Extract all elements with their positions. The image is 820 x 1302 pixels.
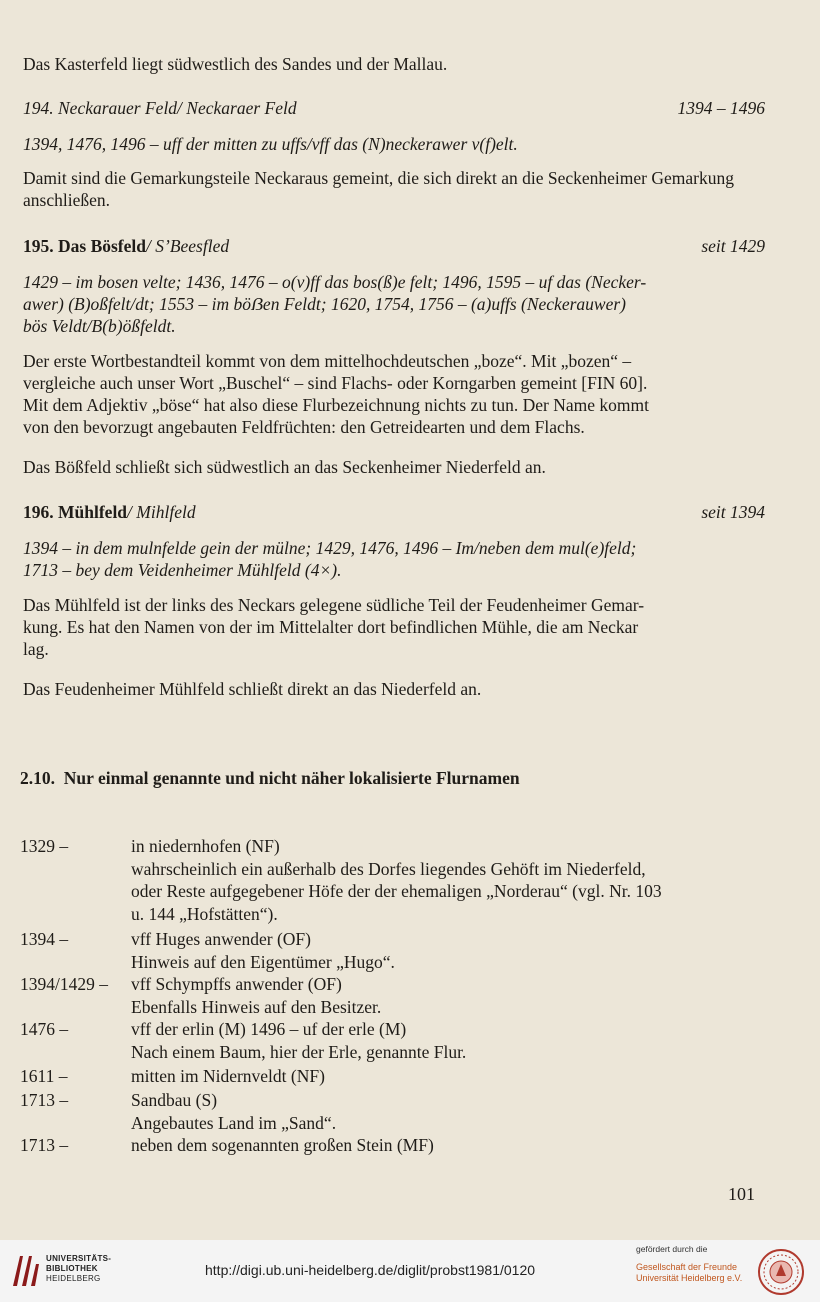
entry-195-citation (23, 271, 765, 337)
name-entry-line: vff Huges anwender (OF) (131, 929, 311, 949)
paragraph-line: Das Mühlfeld ist der links des Neckars gelegene südliche Teil der Feudenheimer Gemar- (23, 595, 645, 615)
university-library-name[interactable] (46, 1254, 111, 1284)
entry-195-variant: / S’Beesfled (146, 236, 230, 256)
permalink-url[interactable]: http://digi.ub.uni-heidelberg.de/diglit/probst1981/0120 (205, 1262, 536, 1278)
name-entry-line: Sandbau (S) (131, 1090, 218, 1110)
name-entry-date: 1329 – (20, 836, 69, 856)
name-entry-line: Angebautes Land im „Sand“. (131, 1112, 337, 1133)
name-entry-text (131, 928, 767, 973)
name-entry-date: 1394/1429 – (20, 974, 108, 994)
entry-194-paragraph: Damit sind die Gemarkungsteile Neckaraus gemeint, die sich direkt an die Seckenheimer Gemarkung anschließen. (23, 168, 734, 210)
name-entry-date: 1713 – (20, 1090, 69, 1110)
name-entry-line: Nach einem Baum, hier der Erle, genannte Flur. (131, 1041, 467, 1062)
library-line: BIBLIOTHEK (46, 1264, 98, 1273)
name-entry-line: Ebenfalls Hinweis auf den Besitzer. (131, 996, 382, 1017)
paragraph-line: vergleiche auch unser Wort „Buschel“ – sind Flachs- oder Korngarben gemeint [FIN 60]. (23, 373, 648, 393)
sponsor-name[interactable] (636, 1262, 742, 1284)
section-title: Nur einmal genannte und nicht näher lokalisierte Flurnamen (63, 768, 520, 788)
entry-195-paragraph-1 (23, 350, 765, 438)
entry-196-number: 196. (23, 502, 54, 522)
name-entry-line: mitten im Nidernveldt (NF) (131, 1066, 325, 1086)
name-entry-text (131, 1089, 767, 1134)
entry-194-title: 194. Neckarauer Feld/ Neckaraer Feld (23, 98, 297, 118)
entry-196-paragraph-1 (23, 594, 765, 660)
name-entry-line: Hinweis auf den Eigentümer „Hugo“. (131, 951, 395, 972)
name-entry-text (131, 973, 767, 1018)
library-line: UNIVERSITÄTS- (46, 1254, 112, 1263)
citation-line: bös Veldt/B(b)ößfeldt. (23, 316, 176, 336)
name-entry-line: vff der erlin (M) 1496 – uf der erle (M) (131, 1019, 407, 1039)
entry-194-citation: 1394, 1476, 1496 – uff der mitten zu uffs/vff das (N)neckerawer v(f)elt. (23, 134, 518, 154)
paragraph-line: lag. (23, 639, 49, 659)
entry-196-citation (23, 537, 765, 581)
entry-195-since: seit 1429 (701, 236, 765, 256)
university-seal-icon (757, 1248, 805, 1296)
entry-196-paragraph-2: Das Feudenheimer Mühlfeld schließt direkt an das Niederfeld an. (23, 679, 482, 699)
name-entry-date: 1713 – (20, 1135, 69, 1155)
library-line: HEIDELBERG (46, 1274, 101, 1283)
entry-194-years: 1394 – 1496 (677, 98, 765, 118)
name-entry-line: u. 144 „Hofstätten“). (131, 903, 278, 924)
name-entry-line: wahrscheinlich ein außerhalb des Dorfes liegendes Gehöft im Niederfeld, (131, 858, 646, 879)
entry-194-heading (23, 97, 765, 119)
paragraph-line: von den bevorzugt angebauten Feldfrüchten: den Getreidearten und dem Flachs. (23, 417, 585, 437)
entry-196-variant: / Mihlfeld (127, 502, 196, 522)
name-entry-text (131, 835, 767, 925)
paragraph-line: Mit dem Adjektiv „böse“ hat also diese Flurbezeichnung nichts zu tun. Der Name kommt (23, 395, 649, 415)
funded-by-label: gefördert durch die (636, 1244, 708, 1254)
paragraph-line: kung. Es hat den Namen von der im Mittelalter dort befindlichen Mühle, die am Neckar (23, 617, 639, 637)
section-number: 2.10. (20, 768, 55, 788)
citation-line: 1429 – im bosen velte; 1436, 1476 – o(v)ff das bos(ß)e felt; 1496, 1595 – uf das (Necker- (23, 272, 647, 292)
name-entry-text (131, 1065, 767, 1088)
entry-195-number: 195. (23, 236, 54, 256)
name-entry-line: vff Schympffs anwender (OF) (131, 974, 342, 994)
entry-195-heading (23, 235, 765, 257)
citation-line: 1713 – bey dem Veidenheimer Mühlfeld (4×). (23, 560, 342, 580)
name-entry-date: 1394 – (20, 929, 69, 949)
name-entry-date: 1476 – (20, 1019, 69, 1039)
section-heading (20, 767, 520, 789)
citation-line: awer) (B)oßfelt/dt; 1553 – im böẞen Feldt; 1620, 1754, 1756 – (a)uffs (Neckerauwer) (23, 294, 626, 314)
name-entry-text (131, 1134, 767, 1157)
name-entry-line: neben dem sogenannten großen Stein (MF) (131, 1135, 434, 1155)
intro-paragraph: Das Kasterfeld liegt südwestlich des Sandes und der Mallau. (23, 54, 448, 74)
name-entry-text (131, 1018, 767, 1063)
digitization-footer (0, 1240, 820, 1302)
entry-196-since: seit 1394 (701, 502, 765, 522)
name-entry-line: oder Reste aufgegebener Höfe der der ehemaligen „Norderau“ (vgl. Nr. 103 (131, 881, 662, 901)
citation-line: 1394 – in dem mulnfelde gein der mülne; 1429, 1476, 1496 – Im/neben dem mul(e)feld; (23, 538, 637, 558)
university-library-logo-icon[interactable] (10, 1252, 40, 1290)
sponsor-line: Gesellschaft der Freunde (636, 1262, 738, 1272)
entry-196-heading (23, 501, 765, 523)
sponsor-line: Universität Heidelberg e.V. (636, 1273, 743, 1283)
page-number: 101 (728, 1184, 755, 1204)
paragraph-line: Der erste Wortbestandteil kommt von dem mittelhochdeutschen „boze“. Mit „bozen“ – (23, 351, 632, 371)
name-entry-date: 1611 – (20, 1066, 68, 1086)
entry-195-paragraph-2: Das Bößfeld schließt sich südwestlich an das Seckenheimer Niederfeld an. (23, 457, 546, 477)
entry-195-name: Das Bösfeld (58, 236, 146, 256)
name-entry-line: in niedernhofen (NF) (131, 836, 280, 856)
entry-196-name: Mühlfeld (58, 502, 128, 522)
